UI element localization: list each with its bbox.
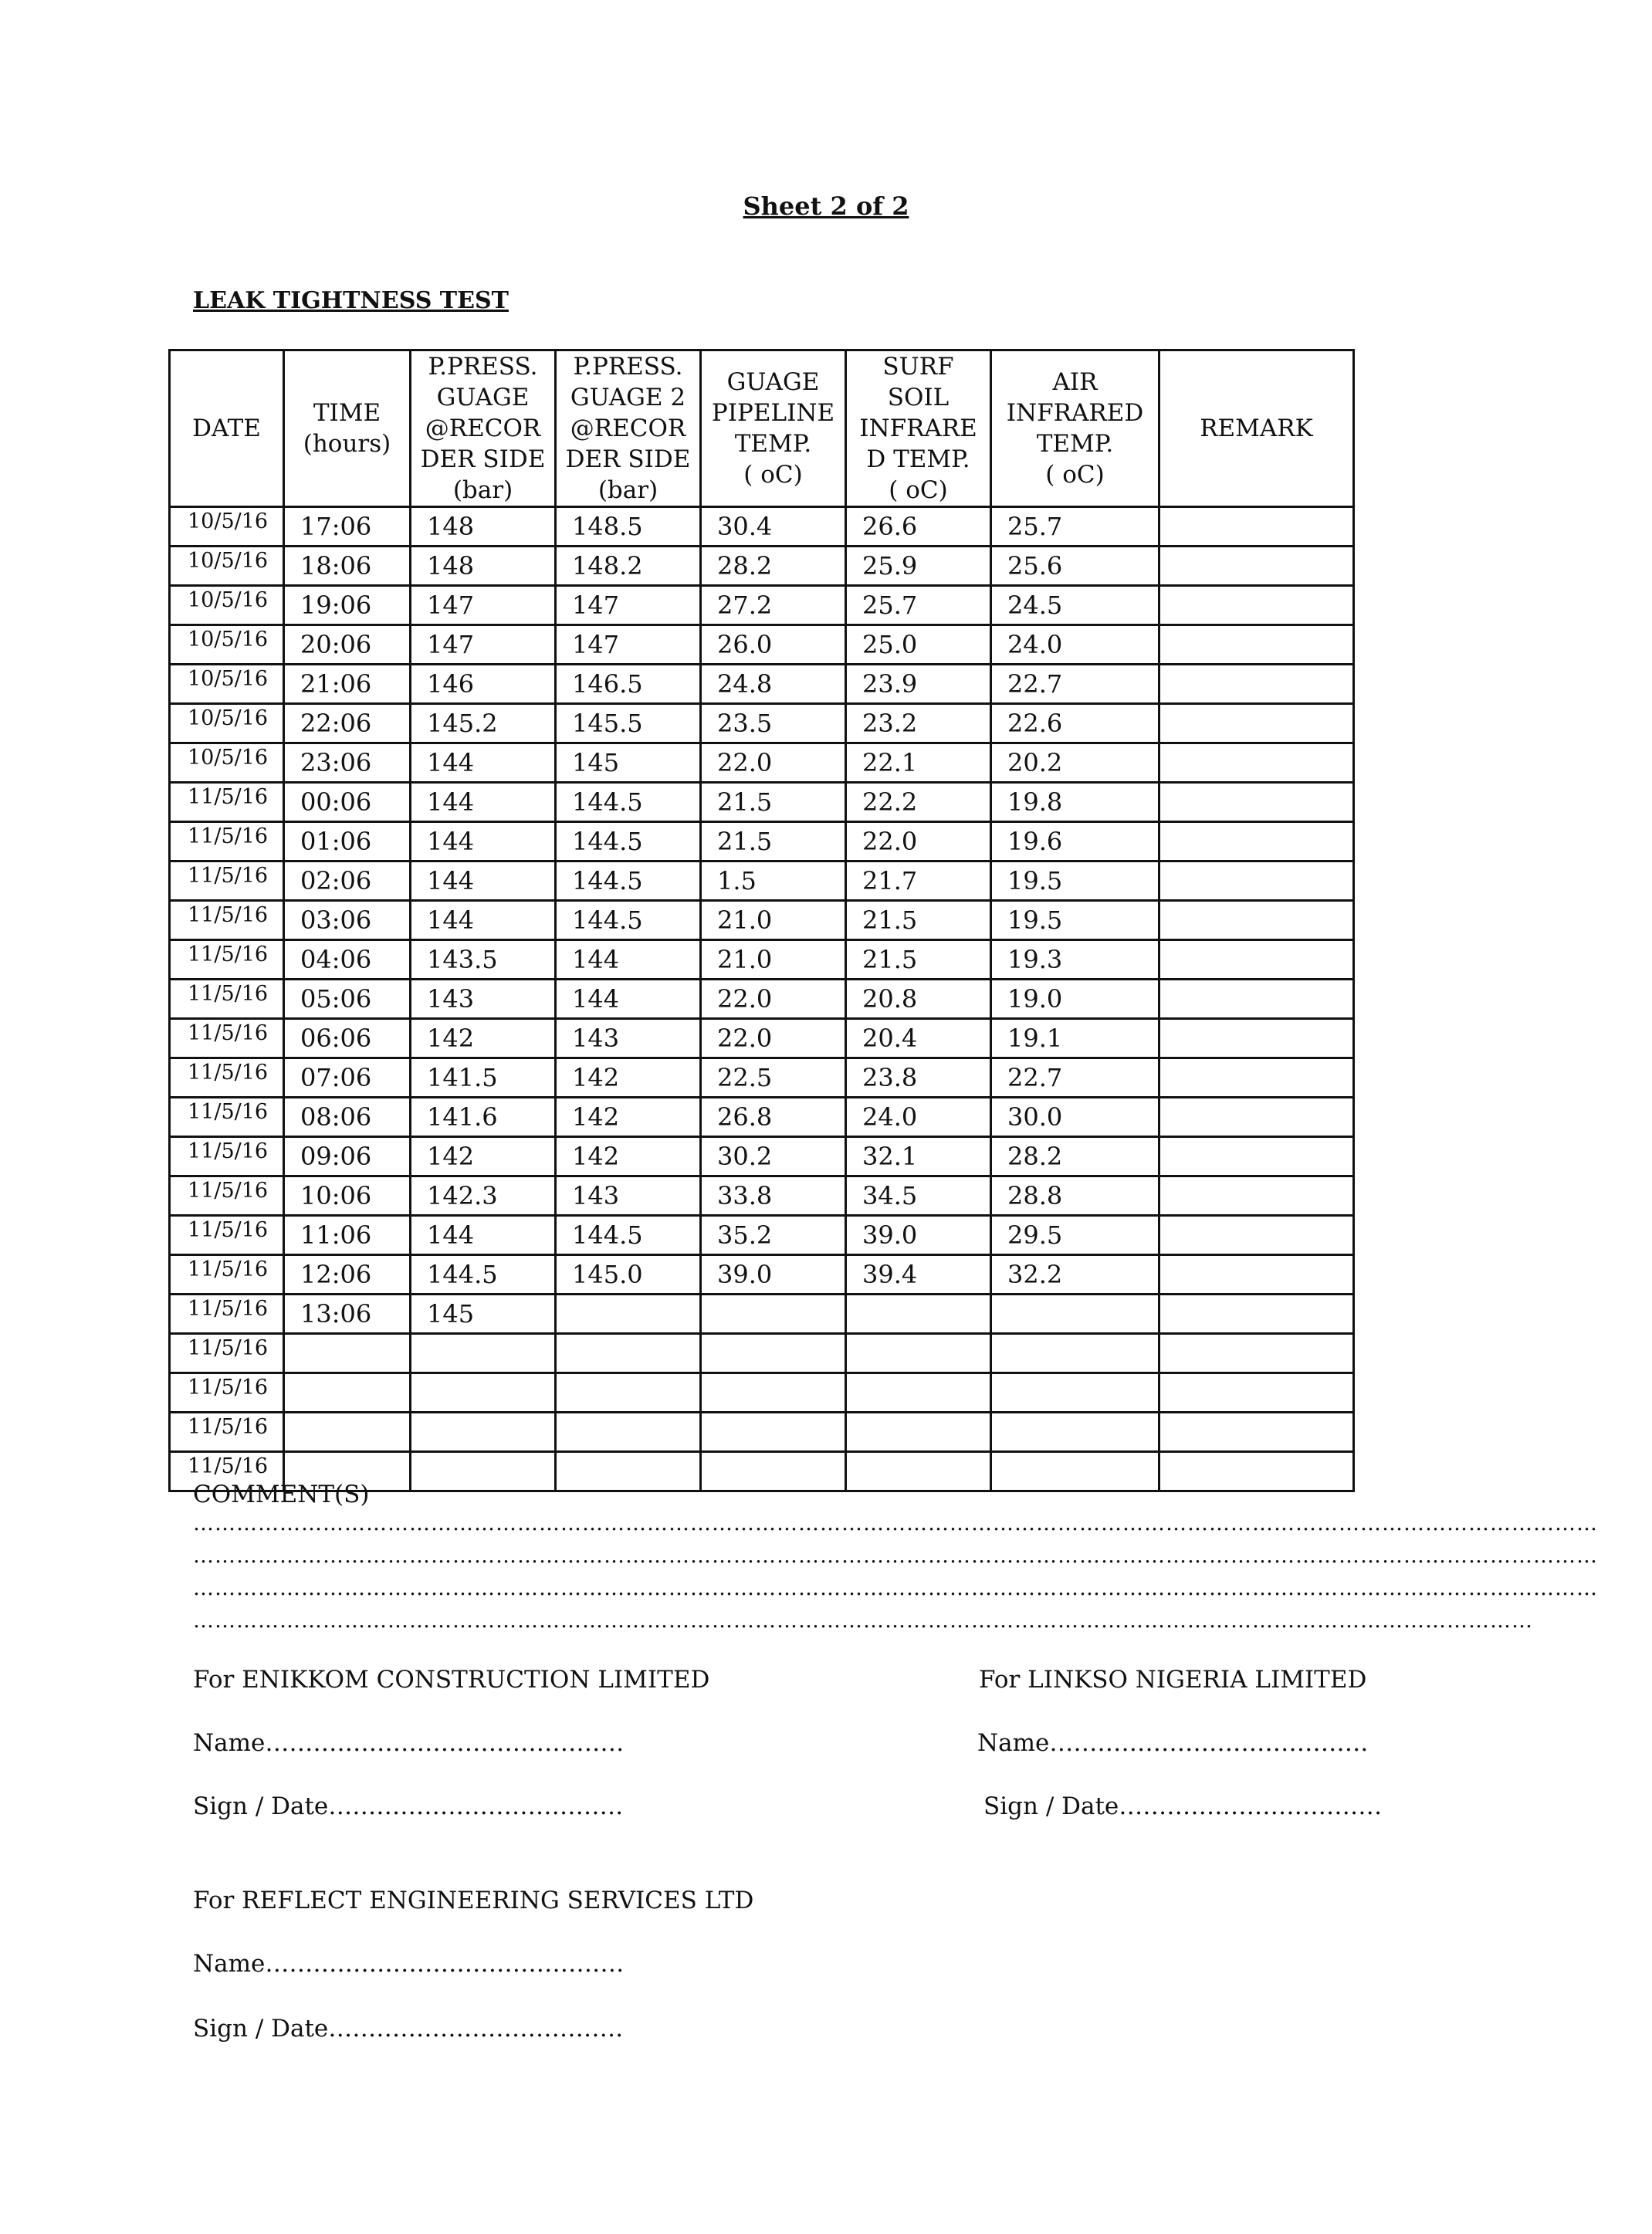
cell-date: 11/5/16: [170, 1216, 284, 1255]
cell-pipeline-temp: 27.2: [701, 586, 846, 625]
cell-remark: [1159, 861, 1354, 901]
cell-time: 04:06: [284, 940, 411, 980]
cell-air-temp: 19.1: [991, 1019, 1159, 1058]
cell-date: 11/5/16: [170, 1176, 284, 1216]
comment-line: ……………………………………………………………………………………………………………………………………………………………………………: [193, 1544, 1598, 1568]
cell-air-temp: 19.5: [991, 861, 1159, 901]
cell-date: 10/5/16: [170, 507, 284, 547]
table-row: [170, 1334, 1354, 1373]
cell-remark: [1159, 1019, 1354, 1058]
table-row: [170, 665, 1354, 704]
cell-date: 10/5/16: [170, 704, 284, 743]
cell-air-temp: 30.0: [991, 1098, 1159, 1137]
cell-remark: [1159, 625, 1354, 665]
cell-air-temp: 24.5: [991, 586, 1159, 625]
cell-remark: [1159, 1255, 1354, 1295]
cell-gauge-2: 148.5: [556, 507, 701, 547]
cell-date: 11/5/16: [170, 1255, 284, 1295]
cell-pipeline-temp: 22.0: [701, 980, 846, 1019]
linkso-sign-line: Sign / Date……………………………: [983, 1792, 1383, 1820]
cell-time: 00:06: [284, 783, 411, 822]
cell-remark: [1159, 1058, 1354, 1098]
cell-pipeline-temp: 33.8: [701, 1176, 846, 1216]
cell-gauge-1: 146: [411, 665, 556, 704]
comment-line: ……………………………………………………………………………………………………………………………………………………………………………: [193, 1511, 1598, 1535]
cell-time: 17:06: [284, 507, 411, 547]
cell-remark: [1159, 901, 1354, 940]
linkso-title: For LINKSO NIGERIA LIMITED: [979, 1666, 1367, 1694]
cell-air-temp: 19.8: [991, 783, 1159, 822]
cell-pipeline-temp: 23.5: [701, 704, 846, 743]
table-row: [170, 1295, 1354, 1334]
cell-date: 11/5/16: [170, 980, 284, 1019]
header-pipeline-temp: GUAGE PIPELINE TEMP. ( oC): [701, 350, 846, 507]
cell-gauge-2: 145: [556, 743, 701, 783]
header-gauge-1: P.PRESS. GUAGE @RECOR DER SIDE (bar): [411, 350, 556, 507]
header-remark: REMARK: [1159, 350, 1354, 507]
cell-remark: [1159, 940, 1354, 980]
cell-date: 11/5/16: [170, 1137, 284, 1176]
cell-gauge-2: 145.0: [556, 1255, 701, 1295]
cell-remark: [1159, 743, 1354, 783]
cell-soil-temp: 24.0: [846, 1098, 991, 1137]
cell-pipeline-temp: 22.5: [701, 1058, 846, 1098]
cell-time: 07:06: [284, 1058, 411, 1098]
cell-remark: [1159, 1413, 1354, 1452]
cell-gauge-2: 142: [556, 1137, 701, 1176]
cell-gauge-2: 144.5: [556, 1216, 701, 1255]
cell-remark: [1159, 822, 1354, 861]
cell-time: 11:06: [284, 1216, 411, 1255]
cell-gauge-1: [411, 1413, 556, 1452]
cell-gauge-2: [556, 1373, 701, 1413]
table-row: [170, 625, 1354, 665]
cell-gauge-1: [411, 1334, 556, 1373]
cell-gauge-2: 144: [556, 980, 701, 1019]
cell-pipeline-temp: [701, 1295, 846, 1334]
cell-soil-temp: 25.9: [846, 547, 991, 586]
table-row: [170, 547, 1354, 586]
cell-gauge-1: 144: [411, 901, 556, 940]
table-body: [170, 507, 1354, 1491]
cell-date: 11/5/16: [170, 1019, 284, 1058]
cell-pipeline-temp: 21.5: [701, 783, 846, 822]
sheet-label: Sheet 2 of 2: [743, 191, 909, 221]
cell-time: [284, 1334, 411, 1373]
table-row: [170, 1176, 1354, 1216]
cell-time: [284, 1373, 411, 1413]
header-gauge-2: P.PRESS. GUAGE 2 @RECOR DER SIDE (bar): [556, 350, 701, 507]
cell-remark: [1159, 1452, 1354, 1491]
table-row: [170, 1216, 1354, 1255]
cell-gauge-1: 142: [411, 1019, 556, 1058]
cell-air-temp: 25.6: [991, 547, 1159, 586]
header-time: TIME (hours): [284, 350, 411, 507]
cell-air-temp: [991, 1452, 1159, 1491]
cell-remark: [1159, 1216, 1354, 1255]
cell-time: 12:06: [284, 1255, 411, 1295]
cell-soil-temp: [846, 1413, 991, 1452]
cell-pipeline-temp: 22.0: [701, 1019, 846, 1058]
comment-line: ……………………………………………………………………………………………………………………………………………………………………: [193, 1609, 1533, 1633]
cell-time: 06:06: [284, 1019, 411, 1058]
cell-date: 10/5/16: [170, 665, 284, 704]
cell-remark: [1159, 980, 1354, 1019]
table-row: [170, 1255, 1354, 1295]
cell-time: 13:06: [284, 1295, 411, 1334]
cell-pipeline-temp: [701, 1373, 846, 1413]
table-row: [170, 940, 1354, 980]
cell-soil-temp: 22.0: [846, 822, 991, 861]
cell-air-temp: 19.0: [991, 980, 1159, 1019]
table-row: [170, 704, 1354, 743]
cell-pipeline-temp: 1.5: [701, 861, 846, 901]
cell-gauge-2: 146.5: [556, 665, 701, 704]
cell-pipeline-temp: 21.5: [701, 822, 846, 861]
cell-remark: [1159, 1295, 1354, 1334]
cell-gauge-1: 148: [411, 507, 556, 547]
cell-soil-temp: 25.7: [846, 586, 991, 625]
cell-soil-temp: 39.4: [846, 1255, 991, 1295]
header-soil-temp: SURF SOIL INFRARE D TEMP. ( oC): [846, 350, 991, 507]
cell-gauge-1: 147: [411, 625, 556, 665]
cell-date: 11/5/16: [170, 1413, 284, 1452]
cell-date: 11/5/16: [170, 822, 284, 861]
cell-date: 10/5/16: [170, 625, 284, 665]
cell-gauge-2: 147: [556, 625, 701, 665]
cell-air-temp: 32.2: [991, 1255, 1159, 1295]
cell-time: [284, 1413, 411, 1452]
cell-soil-temp: 20.4: [846, 1019, 991, 1058]
cell-soil-temp: 21.5: [846, 901, 991, 940]
cell-gauge-1: 145: [411, 1295, 556, 1334]
cell-remark: [1159, 586, 1354, 625]
cell-gauge-2: 144: [556, 940, 701, 980]
cell-gauge-1: 144: [411, 743, 556, 783]
cell-remark: [1159, 1176, 1354, 1216]
cell-soil-temp: [846, 1452, 991, 1491]
cell-remark: [1159, 507, 1354, 547]
cell-gauge-1: 144: [411, 861, 556, 901]
cell-soil-temp: 21.7: [846, 861, 991, 901]
cell-air-temp: 29.5: [991, 1216, 1159, 1255]
cell-gauge-2: 143: [556, 1019, 701, 1058]
cell-air-temp: [991, 1413, 1159, 1452]
cell-gauge-1: 148: [411, 547, 556, 586]
table-row: [170, 586, 1354, 625]
cell-air-temp: 28.8: [991, 1176, 1159, 1216]
cell-gauge-1: 147: [411, 586, 556, 625]
cell-gauge-2: 143: [556, 1176, 701, 1216]
cell-gauge-1: 141.5: [411, 1058, 556, 1098]
cell-time: 08:06: [284, 1098, 411, 1137]
cell-time: 20:06: [284, 625, 411, 665]
comment-line: ……………………………………………………………………………………………………………………………………………………………………………: [193, 1576, 1598, 1600]
cell-air-temp: 19.5: [991, 901, 1159, 940]
cell-gauge-1: [411, 1452, 556, 1491]
cell-pipeline-temp: [701, 1334, 846, 1373]
cell-air-temp: 22.6: [991, 704, 1159, 743]
cell-date: 11/5/16: [170, 783, 284, 822]
cell-gauge-1: 142.3: [411, 1176, 556, 1216]
cell-gauge-2: 144.5: [556, 901, 701, 940]
cell-gauge-1: 144: [411, 822, 556, 861]
table-row: [170, 1058, 1354, 1098]
cell-gauge-2: 144.5: [556, 861, 701, 901]
cell-pipeline-temp: [701, 1452, 846, 1491]
enikkom-sign-line: Sign / Date……………………………….: [193, 1792, 624, 1820]
cell-remark: [1159, 547, 1354, 586]
cell-soil-temp: 26.6: [846, 507, 991, 547]
cell-gauge-2: [556, 1295, 701, 1334]
table-row: [170, 980, 1354, 1019]
cell-pipeline-temp: 21.0: [701, 940, 846, 980]
cell-date: 11/5/16: [170, 1098, 284, 1137]
cell-gauge-2: 147: [556, 586, 701, 625]
cell-date: 11/5/16: [170, 1373, 284, 1413]
cell-gauge-1: 142: [411, 1137, 556, 1176]
cell-gauge-1: 144: [411, 783, 556, 822]
cell-air-temp: 19.3: [991, 940, 1159, 980]
cell-pipeline-temp: 26.0: [701, 625, 846, 665]
cell-date: 11/5/16: [170, 1295, 284, 1334]
table-row: [170, 901, 1354, 940]
comments-label: COMMENT(S): [193, 1481, 370, 1508]
linkso-name-line: Name………………………………….: [977, 1729, 1369, 1757]
table-row: [170, 743, 1354, 783]
cell-gauge-2: 145.5: [556, 704, 701, 743]
enikkom-title: For ENIKKOM CONSTRUCTION LIMITED: [193, 1666, 710, 1694]
cell-pipeline-temp: 35.2: [701, 1216, 846, 1255]
cell-air-temp: [991, 1295, 1159, 1334]
cell-date: 10/5/16: [170, 547, 284, 586]
cell-gauge-1: 143: [411, 980, 556, 1019]
cell-air-temp: 25.7: [991, 507, 1159, 547]
cell-air-temp: 28.2: [991, 1137, 1159, 1176]
cell-remark: [1159, 1137, 1354, 1176]
cell-air-temp: 19.6: [991, 822, 1159, 861]
cell-gauge-2: 142: [556, 1098, 701, 1137]
cell-gauge-2: 148.2: [556, 547, 701, 586]
cell-time: 21:06: [284, 665, 411, 704]
reflect-sign-line: Sign / Date……………………………….: [193, 2015, 624, 2043]
reflect-title: For REFLECT ENGINEERING SERVICES LTD: [193, 1887, 754, 1914]
cell-pipeline-temp: 21.0: [701, 901, 846, 940]
cell-soil-temp: 23.8: [846, 1058, 991, 1098]
cell-time: 23:06: [284, 743, 411, 783]
table-row: [170, 822, 1354, 861]
cell-soil-temp: 39.0: [846, 1216, 991, 1255]
cell-soil-temp: [846, 1373, 991, 1413]
cell-date: 11/5/16: [170, 1058, 284, 1098]
cell-date: 10/5/16: [170, 586, 284, 625]
cell-gauge-2: [556, 1334, 701, 1373]
header-air-temp: AIR INFRARED TEMP. ( oC): [991, 350, 1159, 507]
cell-time: 19:06: [284, 586, 411, 625]
cell-gauge-2: 144.5: [556, 783, 701, 822]
cell-air-temp: 24.0: [991, 625, 1159, 665]
cell-air-temp: 22.7: [991, 665, 1159, 704]
cell-gauge-1: 143.5: [411, 940, 556, 980]
header-date: DATE: [170, 350, 284, 507]
cell-air-temp: 22.7: [991, 1058, 1159, 1098]
cell-date: 11/5/16: [170, 1334, 284, 1373]
cell-soil-temp: [846, 1295, 991, 1334]
cell-remark: [1159, 1373, 1354, 1413]
cell-remark: [1159, 1334, 1354, 1373]
cell-time: 22:06: [284, 704, 411, 743]
cell-gauge-2: [556, 1452, 701, 1491]
cell-date: 11/5/16: [170, 861, 284, 901]
enikkom-name-line: Name………………………………………: [193, 1729, 625, 1757]
cell-soil-temp: 23.9: [846, 665, 991, 704]
table-row: [170, 1019, 1354, 1058]
cell-pipeline-temp: 30.4: [701, 507, 846, 547]
cell-date: 11/5/16: [170, 901, 284, 940]
cell-gauge-1: 145.2: [411, 704, 556, 743]
reflect-name-line: Name………………………………………: [193, 1950, 625, 1978]
table-row: [170, 861, 1354, 901]
cell-pipeline-temp: 26.8: [701, 1098, 846, 1137]
cell-time: 02:06: [284, 861, 411, 901]
cell-gauge-2: [556, 1413, 701, 1452]
table-row: [170, 1098, 1354, 1137]
cell-air-temp: 20.2: [991, 743, 1159, 783]
section-title: LEAK TIGHTNESS TEST: [193, 287, 509, 314]
cell-soil-temp: 32.1: [846, 1137, 991, 1176]
cell-air-temp: [991, 1334, 1159, 1373]
cell-time: 01:06: [284, 822, 411, 861]
cell-date: 11/5/16: [170, 940, 284, 980]
cell-gauge-1: 141.6: [411, 1098, 556, 1137]
cell-time: 10:06: [284, 1176, 411, 1216]
cell-gauge-2: 144.5: [556, 822, 701, 861]
cell-pipeline-temp: [701, 1413, 846, 1452]
cell-time: 03:06: [284, 901, 411, 940]
table-row: [170, 507, 1354, 547]
cell-gauge-1: 144.5: [411, 1255, 556, 1295]
cell-gauge-2: 142: [556, 1058, 701, 1098]
cell-air-temp: [991, 1373, 1159, 1413]
cell-remark: [1159, 783, 1354, 822]
cell-remark: [1159, 1098, 1354, 1137]
table-row: [170, 783, 1354, 822]
cell-date: 11/5/16: [170, 1452, 284, 1491]
cell-soil-temp: 20.8: [846, 980, 991, 1019]
table-row: [170, 1373, 1354, 1413]
cell-gauge-1: [411, 1373, 556, 1413]
cell-pipeline-temp: 39.0: [701, 1255, 846, 1295]
table-row: [170, 1137, 1354, 1176]
cell-soil-temp: 25.0: [846, 625, 991, 665]
cell-pipeline-temp: 24.8: [701, 665, 846, 704]
cell-time: 09:06: [284, 1137, 411, 1176]
table-header-row: [170, 350, 1354, 507]
cell-soil-temp: 22.1: [846, 743, 991, 783]
cell-remark: [1159, 665, 1354, 704]
cell-remark: [1159, 704, 1354, 743]
cell-soil-temp: 34.5: [846, 1176, 991, 1216]
cell-gauge-1: 144: [411, 1216, 556, 1255]
leak-test-table: [168, 349, 1355, 1492]
cell-pipeline-temp: 28.2: [701, 547, 846, 586]
cell-date: 10/5/16: [170, 743, 284, 783]
cell-pipeline-temp: 30.2: [701, 1137, 846, 1176]
cell-soil-temp: 21.5: [846, 940, 991, 980]
cell-pipeline-temp: 22.0: [701, 743, 846, 783]
cell-soil-temp: [846, 1334, 991, 1373]
cell-time: 18:06: [284, 547, 411, 586]
cell-soil-temp: 22.2: [846, 783, 991, 822]
cell-time: 05:06: [284, 980, 411, 1019]
cell-soil-temp: 23.2: [846, 704, 991, 743]
table-row: [170, 1413, 1354, 1452]
